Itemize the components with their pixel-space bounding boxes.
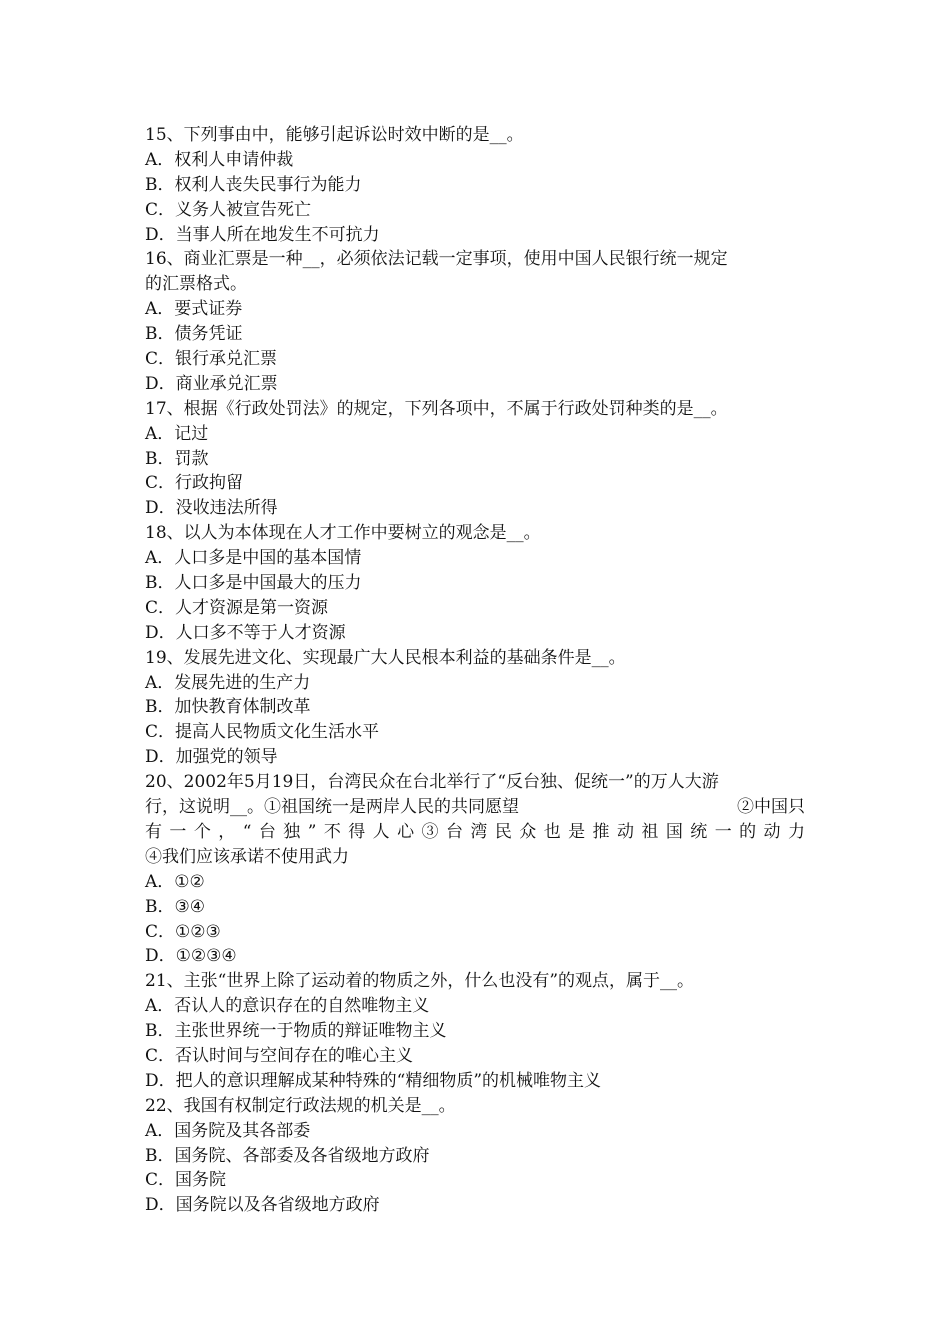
option-letter: B． bbox=[145, 448, 175, 469]
question-stem: 15、下列事由中，能够引起诉讼时效中断的是__。 bbox=[145, 125, 524, 145]
option-c bbox=[145, 347, 805, 372]
question-18 bbox=[145, 521, 805, 645]
option-letter: D． bbox=[145, 373, 176, 394]
option-letter: A． bbox=[145, 871, 175, 892]
option-text: ①② bbox=[174, 871, 205, 892]
option-text: 把人的意识理解成某种特殊的“精细物质”的机械唯物主义 bbox=[175, 1070, 602, 1091]
question-17 bbox=[145, 397, 805, 521]
option-text: 权利人申请仲裁 bbox=[174, 149, 294, 170]
option-c bbox=[145, 471, 805, 496]
option-letter: A． bbox=[145, 672, 175, 693]
option-d bbox=[145, 372, 805, 397]
option-text: 权利人丧失民事行为能力 bbox=[174, 174, 362, 195]
option-text: 提高人民物质文化生活水平 bbox=[175, 722, 380, 743]
option-text: ①②③ bbox=[175, 921, 221, 942]
option-text: 银行承兑汇票 bbox=[175, 349, 278, 370]
question-stem-continued bbox=[145, 795, 805, 820]
option-a bbox=[145, 148, 805, 173]
option-text: 要式证券 bbox=[174, 299, 243, 320]
option-letter: B． bbox=[145, 1145, 175, 1166]
option-c bbox=[145, 198, 805, 223]
option-letter: B． bbox=[145, 1021, 175, 1042]
option-c bbox=[145, 1044, 805, 1069]
question-stem: 19、发展先进文化、实现最广大人民根本利益的基础条件是__。 bbox=[145, 647, 626, 668]
option-d bbox=[145, 621, 805, 646]
question-22 bbox=[145, 1094, 805, 1218]
option-text: ③④ bbox=[174, 896, 205, 917]
option-a bbox=[145, 671, 805, 696]
option-letter: A． bbox=[145, 149, 175, 170]
option-text: 行政拘留 bbox=[175, 473, 244, 494]
option-letter: C． bbox=[145, 921, 176, 942]
question-stem: 22、我国有权制定行政法规的机关是__。 bbox=[145, 1095, 456, 1116]
option-text: 加强党的领导 bbox=[175, 747, 278, 768]
option-letter: B． bbox=[145, 573, 175, 594]
option-d bbox=[145, 745, 805, 770]
option-d bbox=[145, 1193, 805, 1218]
option-text: 否认时间与空间存在的唯心主义 bbox=[175, 1045, 414, 1066]
option-b bbox=[145, 447, 805, 472]
option-a bbox=[145, 297, 805, 322]
option-letter: B． bbox=[145, 697, 175, 718]
option-c bbox=[145, 920, 805, 945]
option-d bbox=[145, 223, 805, 248]
option-letter: C． bbox=[145, 597, 176, 618]
question-stem: 16、商业汇票是一种__，必须依法记载一定事项，使用中国人民银行统一规定 bbox=[145, 249, 728, 270]
option-letter: D． bbox=[145, 224, 176, 245]
option-text: 记过 bbox=[174, 423, 209, 444]
option-b bbox=[145, 1019, 805, 1044]
option-letter: B． bbox=[145, 896, 175, 917]
question-stem-continued: ④我们应该承诺不使用武力 bbox=[145, 846, 349, 867]
option-letter: D． bbox=[145, 946, 176, 967]
option-c bbox=[145, 1168, 805, 1193]
question-15 bbox=[145, 123, 805, 247]
document-page bbox=[145, 123, 805, 1218]
option-letter: D． bbox=[145, 498, 176, 519]
option-b bbox=[145, 173, 805, 198]
option-d bbox=[145, 496, 805, 521]
question-16 bbox=[145, 247, 805, 396]
option-letter: D． bbox=[145, 747, 176, 768]
option-letter: C． bbox=[145, 722, 176, 743]
option-letter: D． bbox=[145, 1070, 176, 1091]
option-b bbox=[145, 322, 805, 347]
option-c bbox=[145, 596, 805, 621]
option-text: 国务院及其各部委 bbox=[174, 1120, 311, 1141]
stem-segment-right: ②中国只 bbox=[737, 797, 805, 818]
option-a bbox=[145, 546, 805, 571]
stem-segment-left: 行，这说明__。①祖国统一是两岸人民的共同愿望 bbox=[145, 797, 519, 818]
option-text: 发展先进的生产力 bbox=[174, 672, 311, 693]
question-stem: 20、2002年5月19日，台湾民众在台北举行了“反台独、促统一”的万人大游 bbox=[145, 772, 719, 793]
question-21 bbox=[145, 969, 805, 1093]
option-text: 否认人的意识存在的自然唯物主义 bbox=[174, 996, 430, 1017]
option-text: 加快教育体制改革 bbox=[174, 697, 311, 718]
option-letter: B． bbox=[145, 324, 175, 345]
option-text: 义务人被宣告死亡 bbox=[175, 199, 312, 220]
option-text: 人口多是中国的基本国情 bbox=[174, 548, 362, 569]
option-letter: C． bbox=[145, 1170, 176, 1191]
option-letter: A． bbox=[145, 423, 175, 444]
option-text: 国务院 bbox=[175, 1170, 227, 1191]
option-text: 人口多不等于人才资源 bbox=[175, 622, 346, 643]
option-letter: C． bbox=[145, 199, 176, 220]
option-text: 人口多是中国最大的压力 bbox=[174, 573, 362, 594]
option-text: 国务院以及各省级地方政府 bbox=[175, 1195, 380, 1216]
option-text: 债务凭证 bbox=[174, 324, 243, 345]
option-text: 罚款 bbox=[174, 448, 209, 469]
option-letter: A． bbox=[145, 548, 175, 569]
option-d bbox=[145, 1069, 805, 1094]
option-letter: A． bbox=[145, 996, 175, 1017]
option-letter: D． bbox=[145, 1195, 176, 1216]
question-stem-continued: 的汇票格式。 bbox=[145, 274, 247, 295]
question-stem: 17、根据《行政处罚法》的规定，下列各项中，不属于行政处罚种类的是__。 bbox=[145, 398, 728, 419]
option-letter: B． bbox=[145, 174, 175, 195]
option-b bbox=[145, 571, 805, 596]
option-letter: A． bbox=[145, 299, 175, 320]
option-b bbox=[145, 1144, 805, 1169]
option-a bbox=[145, 870, 805, 895]
option-c bbox=[145, 720, 805, 745]
option-text: 主张世界统一于物质的辩证唯物主义 bbox=[174, 1021, 447, 1042]
option-a bbox=[145, 994, 805, 1019]
option-text: 国务院、各部委及各省级地方政府 bbox=[174, 1145, 430, 1166]
option-letter: C． bbox=[145, 349, 176, 370]
question-19 bbox=[145, 646, 805, 770]
question-stem: 21、主张“世界上除了运动着的物质之外，什么也没有”的观点，属于__。 bbox=[145, 971, 695, 992]
option-text: 人才资源是第一资源 bbox=[175, 597, 329, 618]
option-b bbox=[145, 695, 805, 720]
option-text: 没收违法所得 bbox=[175, 498, 278, 519]
option-d bbox=[145, 944, 805, 969]
option-a bbox=[145, 1119, 805, 1144]
option-a bbox=[145, 422, 805, 447]
option-text: 当事人所在地发生不可抗力 bbox=[175, 224, 380, 245]
question-stem: 18、以人为本体现在人才工作中要树立的观念是__。 bbox=[145, 523, 541, 544]
option-letter: A． bbox=[145, 1120, 175, 1141]
option-letter: C． bbox=[145, 1045, 176, 1066]
option-b bbox=[145, 895, 805, 920]
question-stem-continued: 有一个，“台独”不得人心③台湾民众也是推动祖国统一的动力 bbox=[145, 821, 805, 842]
option-text: ①②③④ bbox=[175, 946, 237, 967]
option-letter: C． bbox=[145, 473, 176, 494]
option-text: 商业承兑汇票 bbox=[175, 373, 278, 394]
question-20 bbox=[145, 770, 805, 969]
option-letter: D． bbox=[145, 622, 176, 643]
